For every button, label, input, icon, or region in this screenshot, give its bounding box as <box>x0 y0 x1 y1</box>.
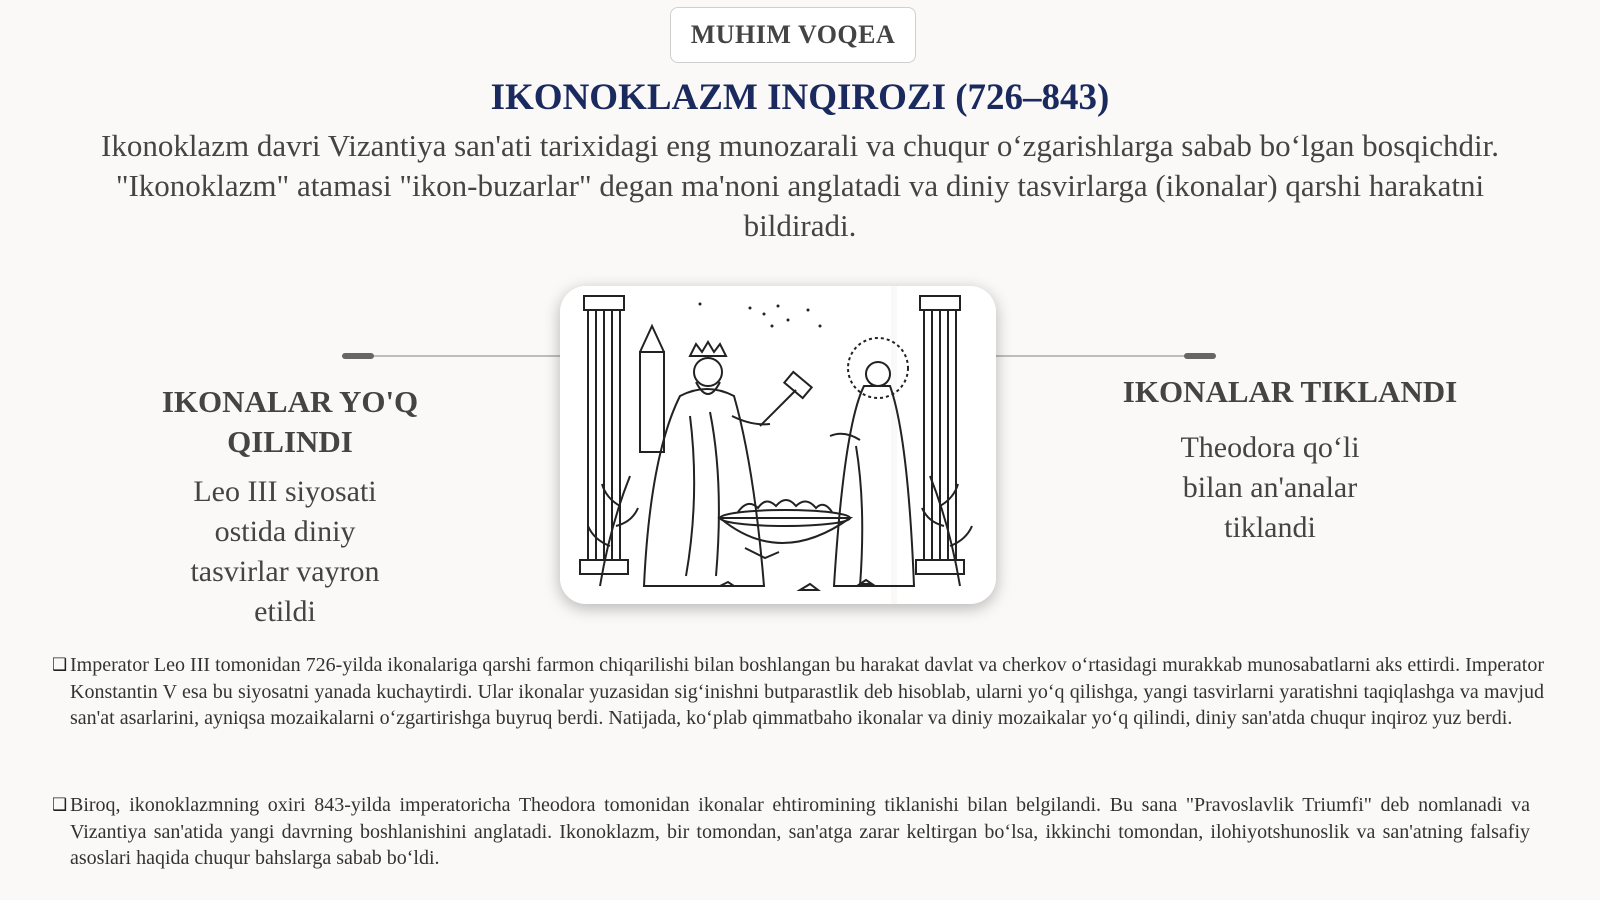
paragraph-2-text: Biroq, ikonoklazmning oxiri 843-yilda imperatoricha Theodora tomonidan ikonalar ehtiromining tiklanishi bilan belgilandi. Bu sana "Pravoslavlik Triumfi" deb nomlanadi va Vizantiya san'atida yangi davrning boshlanishini anglatadi. Ikonoklazm, bir tomondan, san'atga zarar keltirgan boʻlsa, ikkinchi tomondan, ilohiyotshunoslik va san'atning falsafiy asoslari haqida chuqur bahslarga sabab boʻldi. <box>70 794 1530 869</box>
paragraph-1-text: Imperator Leo III tomonidan 726-yilda ikonalariga qarshi farmon chiqarilishi bilan boshlangan bu harakat davlat va cherkov oʻrtasidagi murakkab munosabatlarni aks ettirdi. Imperator Konstantin V esa bu siyosatni yanada kuchaytirdi. Ular ikonalar yuzasidan sigʻinishni butparastlik deb hisoblab, ularni yoʻq qilishga, yangi tasvirlarni yaratishni taqiqlashga va mavjud san'at asarlarini, ayniqsa mozaikalarni oʻzgartirishga buyruq berdi. Natijada, koʻplab qimmatbaho ikonalar va diniy mozaikalar yoʻq qilindi, diniy san'atda chuqur inqiroz yuz berdi. <box>70 654 1544 729</box>
right-heading: IKONALAR TIKLANDI <box>1122 374 1458 409</box>
iconoclasm-illustration <box>560 286 996 604</box>
illustration-drawing <box>560 286 996 604</box>
intro-text: Ikonoklazm davri Vizantiya san'ati tarixidagi eng munozarali va chuqur oʻzgarishlarga sabab boʻlgan bosqichdir. "Ikonoklazm" atamasi "ikon-buzarlar" degan ma'noni anglatadi va diniy tasvirlarga (ikonalar) qarshi harakatni bildiradi. <box>101 128 1499 243</box>
timeline-cap-right <box>1184 353 1216 359</box>
page-title: IKONOKLAZM INQIROZI (726–843) <box>490 77 1110 118</box>
event-badge: MUHIM VOQEA <box>670 7 916 63</box>
right-description: Theodora qoʻli bilan an'analar tiklandi <box>1180 431 1360 544</box>
timeline-cap-left <box>342 353 374 359</box>
left-heading: IKONALAR YO'Q QILINDI <box>161 384 419 459</box>
timeline-line-left <box>342 355 564 357</box>
timeline-line-right <box>992 355 1214 357</box>
checkbox-bullet-icon: ❑ <box>52 795 68 815</box>
paragraph-2 <box>52 792 1530 872</box>
checkbox-bullet-icon: ❑ <box>52 655 68 675</box>
left-description: Leo III siyosati ostida diniy tasvirlar vayron etildi <box>190 475 380 628</box>
paragraph-1 <box>52 652 1544 732</box>
